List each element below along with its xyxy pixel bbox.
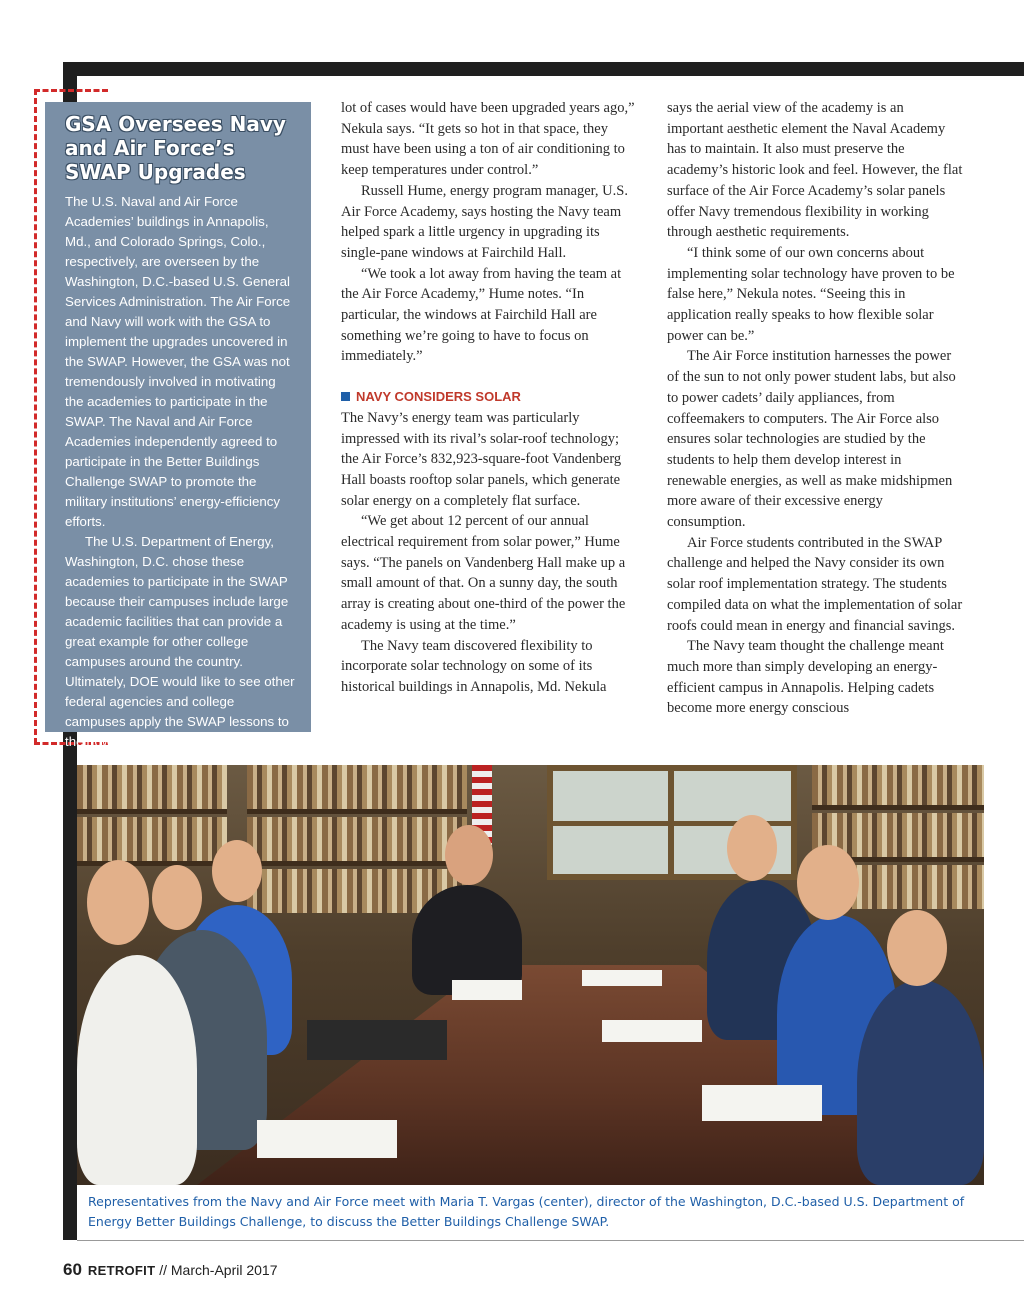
sidebar-dashed-border-left (34, 89, 37, 744)
sidebar-paragraph-1: The U.S. Naval and Air Force Academies’ buildings in Annapolis, Md., and Colorado Springs, Colo., respectively, are overseen by the Washington, D.C.-based U.S. General Services Administration. The Air Force and Navy will work with the GSA to implement the upgrades uncovered in the SWAP. However, the GSA was not tremendously involved in motivating the academies to participate in the SWAP. The Naval and Air Force Academies independently agreed to participate in the Better Buildings Challenge SWAP to promote the military institutions’ energy-efficiency efforts. (65, 194, 291, 529)
bookshelf (77, 817, 227, 861)
bookshelf (77, 765, 227, 809)
sidebar-title (65, 112, 297, 184)
page-number: 60 (63, 1260, 82, 1279)
person-suit-head (152, 865, 202, 930)
shelf-plank (77, 809, 227, 814)
bottom-rule (77, 1240, 1024, 1241)
sidebar-title-line-1: GSA Oversees Navy (65, 112, 286, 136)
shelf-plank (812, 805, 984, 810)
shelf-plank (247, 861, 467, 866)
person-af-cadet (857, 980, 984, 1185)
sidebar-paragraph-2: The U.S. Department of Energy, Washington, D.C. chose these academies to participate in the SWAP because their campuses include large academic facilities that can provide a great example for other college campuses around the country. Ultimately, DOE would like to see other federal agencies and college campuses apply the SWAP lessons to their own operations. (65, 534, 295, 749)
column2-paragraph-2: “I think some of our own concerns about implementing solar technology have proven to be false here,” Nekula notes. “Seeing this in application really speaks to how flexible solar power can be.” (667, 244, 955, 344)
top-frame-bar (63, 62, 1024, 76)
person-af-cadet-head (887, 910, 947, 986)
notebook (307, 1020, 447, 1060)
article-column-2 (667, 98, 963, 719)
column1-paragraph-5: “We get about 12 percent of our annual electrical requirement from solar power,” Hume says. “The panels on Vandenberg Hall make up a small amount of that. On a sunny day, the south array is creating about one-third of the power the academy is using at the time.” (341, 513, 626, 633)
paper (452, 980, 522, 1000)
page-footer (63, 1260, 278, 1280)
heading-square-icon (341, 392, 350, 401)
bookshelf (247, 765, 467, 809)
paper (702, 1085, 822, 1121)
column2-paragraph-5: The Navy team thought the challenge meant much more than simply developing an energy-efficient campus in Annapolis. Helping cadets become more energy conscious (667, 638, 944, 717)
person-center-head (445, 825, 493, 885)
person-blue-dress-head (212, 840, 262, 902)
column1-paragraph-1: lot of cases would have been upgraded years ago,” Nekula says. “It gets so hot in that space, they must have been using a ton of air conditioning to keep temperatures under control.” (341, 100, 635, 179)
sidebar-title-line-3: SWAP Upgrades (65, 160, 246, 184)
column2-paragraph-3: The Air Force institution harnesses the power of the sun to not only power student labs, but also to power cadets’ daily appliances, from coffeemakers to computers. The Air Force also ensures solar technologies are studied by the students to help them develop interest in renewable energies, as well as make midshipmen more aware of their excessive energy consumption. (667, 348, 956, 531)
column2-paragraph-4: Air Force students contributed in the SWAP challenge and helped the Navy consider its own solar roof implementation strategy. The students compiled data on what the implementation of solar roofs could mean in energy and financial savings. (667, 534, 963, 634)
section-heading-text: NAVY CONSIDERS SOLAR (356, 389, 521, 405)
paper (257, 1120, 397, 1158)
sidebar-title-line-2: and Air Force’s (65, 136, 235, 160)
paper (582, 970, 662, 986)
person-blue-sweater-head (797, 845, 859, 920)
section-heading (341, 387, 637, 408)
paper (602, 1020, 702, 1042)
bookshelf (247, 817, 467, 861)
person-navy-white-head (87, 860, 149, 945)
bookshelf (812, 765, 984, 805)
column2-paragraph-1: says the aerial view of the academy is an important aesthetic element the Naval Academy has to maintain. It also must preserve the academy’s historic look and feel. However, the flat surface of the Air Force Academy’s solar panels offer Navy tremendous flexibility in working through aesthetic requirements. (667, 100, 963, 241)
column1-paragraph-3: “We took a lot away from having the team at the Air Force Academy,” Hume notes. “In particular, the windows at Fairchild Hall are something we’re going to have to focus on immediately.” (341, 265, 622, 365)
column1-paragraph-4: The Navy’s energy team was particularly impressed with its rival’s solar-roof technology; the Air Force’s 832,923-square-foot Vandenberg Hall boasts rooftop solar panels, which generate solar energy on a completely flat surface. (341, 409, 622, 509)
meeting-photo (77, 765, 984, 1185)
person-af-officer-head (727, 815, 777, 881)
person-center (412, 885, 522, 995)
column1-paragraph-2: Russell Hume, energy program manager, U.S. Air Force Academy, says hosting the Navy team helped spark a little urgency in upgrading its single-pane windows at Fairchild Hall. (341, 182, 628, 261)
magazine-name: RETROFIT (87, 1263, 156, 1278)
article-column-1 (341, 98, 637, 698)
sidebar-box (45, 102, 311, 749)
column1-paragraph-6: The Navy team discovered flexibility to incorporate solar technology on some of its historical buildings in Annapolis, Md. Nekula (341, 637, 607, 695)
shelf-plank (77, 861, 227, 866)
photo-caption: Representatives from the Navy and Air Force meet with Maria T. Vargas (center), director of the Washington, D.C.-based U.S. Department of Energy Better Buildings Challenge, to discuss the Better Buildings Challenge SWAP. (88, 1194, 965, 1229)
shelf-plank (247, 809, 467, 814)
person-navy-white (77, 955, 197, 1185)
sidebar-dashed-border-top (34, 89, 108, 92)
issue-date: // March-April 2017 (159, 1262, 278, 1278)
